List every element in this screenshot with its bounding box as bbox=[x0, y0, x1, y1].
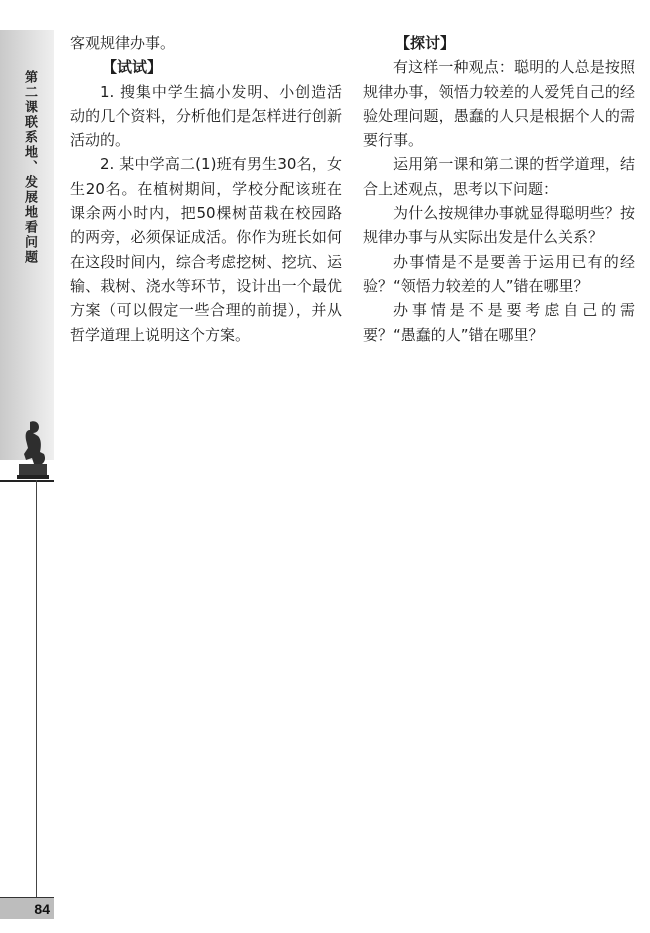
discussion-question-2: 办事情是不是要善于运用已有的经验？“领悟力较差的人”错在哪里？ bbox=[363, 252, 635, 295]
sidebar-rule-vertical bbox=[36, 480, 37, 898]
discussion-question-3: 办事情是不是要考虑自己的需要？“愚蠢的人”错在哪里？ bbox=[363, 301, 635, 344]
exercise-item-2: 2. 某中学高二(1)班有男生30名，女生20名。在植树期间，学校分配该班在课余两小时内，把50棵树苗栽在校园路的两旁，必须保证成活。你作为班长如何在这段时间内，综合考虑挖树、挖坑、运输、栽树、浇水等环节，设计出一个最优方案（可以假定一些合理的前提），并从哲学道理上说明这个方案。 bbox=[70, 155, 342, 344]
sidebar-title bbox=[20, 70, 38, 265]
sidebar-lesson-title: 联系地、发展地看问题 bbox=[22, 115, 37, 265]
chapter-sidebar bbox=[0, 30, 54, 460]
section-heading-discuss: 【探讨】 bbox=[395, 34, 456, 52]
thinker-statue-icon bbox=[14, 418, 50, 480]
sidebar-rule-horizontal bbox=[0, 480, 54, 482]
discussion-question-1: 为什么按规律办事就显得聪明些？按规律办事与从实际出发是什么关系？ bbox=[363, 204, 635, 247]
discussion-paragraph-2: 运用第一课和第二课的哲学道理，结合上述观点，思考以下问题： bbox=[363, 155, 635, 198]
left-column bbox=[70, 31, 342, 347]
discussion-paragraph-1: 有这样一种观点：聪明的人总是按照规律办事，领悟力较差的人爱凭自己的经验处理问题，愚蠢的人只是根据个人的需要行事。 bbox=[363, 58, 635, 150]
page-number: 84 bbox=[0, 897, 54, 919]
right-column bbox=[363, 31, 635, 347]
sidebar-chapter: 第二课 bbox=[22, 70, 37, 115]
section-heading-try: 【试试】 bbox=[102, 58, 163, 77]
exercise-item-1: 1. 搜集中学生搞小发明、小创造活动的几个资料，分析他们是怎样进行创新活动的。 bbox=[70, 82, 342, 150]
intro-text: 客观规律办事。 bbox=[70, 34, 176, 52]
